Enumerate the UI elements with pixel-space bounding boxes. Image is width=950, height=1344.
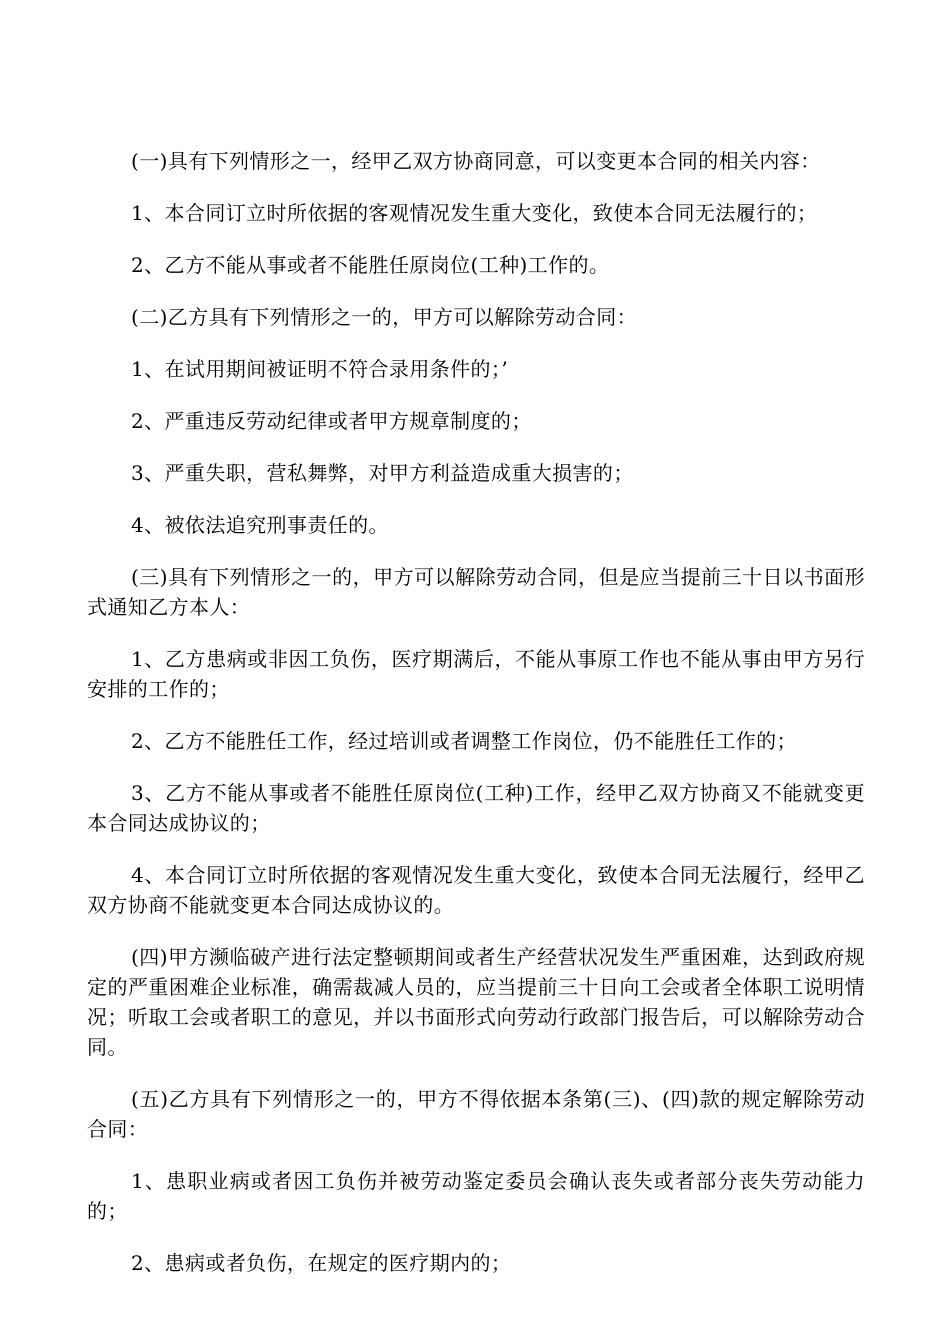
- document-body: [87, 146, 865, 1300]
- paragraph: 1、本合同订立时所依据的客观情况发生重大变化，致使本合同无法履行的；: [131, 201, 818, 225]
- paragraph: 1、在试用期间被证明不符合录用条件的；’: [131, 357, 509, 381]
- paragraph: 2、患病或者负伤，在规定的医疗期内的；: [131, 1251, 512, 1275]
- paragraph: (二)乙方具有下列情形之一的，甲方可以解除劳动合同：: [131, 305, 638, 329]
- paragraph: 1、患职业病或者因工负伤并被劳动鉴定委员会确认丧失或者部分丧失劳动能力的；: [87, 1169, 865, 1223]
- paragraph: (一)具有下列情形之一，经甲乙双方协商同意，可以变更本合同的相关内容：: [131, 149, 821, 173]
- paragraph: 2、严重违反劳动纪律或者甲方规章制度的；: [131, 409, 532, 433]
- paragraph: 3、乙方不能从事或者不能胜任原岗位(工种)工作，经甲乙双方协商又不能就变更本合同达成协议的；: [87, 781, 865, 835]
- paragraph: 1、乙方患病或非因工负伤，医疗期满后，不能从事原工作也不能从事由甲方另行安排的工作的；: [87, 647, 865, 701]
- paragraph: 3、严重失职，营私舞弊，对甲方利益造成重大损害的；: [131, 461, 634, 485]
- paragraph: 2、乙方不能从事或者不能胜任原岗位(工种)工作的。: [131, 253, 610, 277]
- paragraph: 2、乙方不能胜任工作，经过培训或者调整工作岗位，仍不能胜任工作的；: [131, 729, 797, 753]
- paragraph: (五)乙方具有下列情形之一的，甲方不得依据本条第(三)、(四)款的规定解除劳动合同：: [87, 1087, 865, 1141]
- paragraph: (三)具有下列情形之一的，甲方可以解除劳动合同，但是应当提前三十日以书面形式通知乙方本人：: [87, 565, 865, 619]
- paragraph: 4、被依法追究刑事责任的。: [131, 513, 389, 537]
- paragraph: (四)甲方濒临破产进行法定整顿期间或者生产经营状况发生严重困难，达到政府规定的严重困难企业标准，确需裁减人员的，应当提前三十日向工会或者全体职工说明情况；听取工会或者职工的意见，并以书面形式向劳动行政部门报告后，可以解除劳动合同。: [87, 945, 865, 1059]
- paragraph: 4、本合同订立时所依据的客观情况发生重大变化，致使本合同无法履行，经甲乙双方协商不能就变更本合同达成协议的。: [87, 863, 865, 917]
